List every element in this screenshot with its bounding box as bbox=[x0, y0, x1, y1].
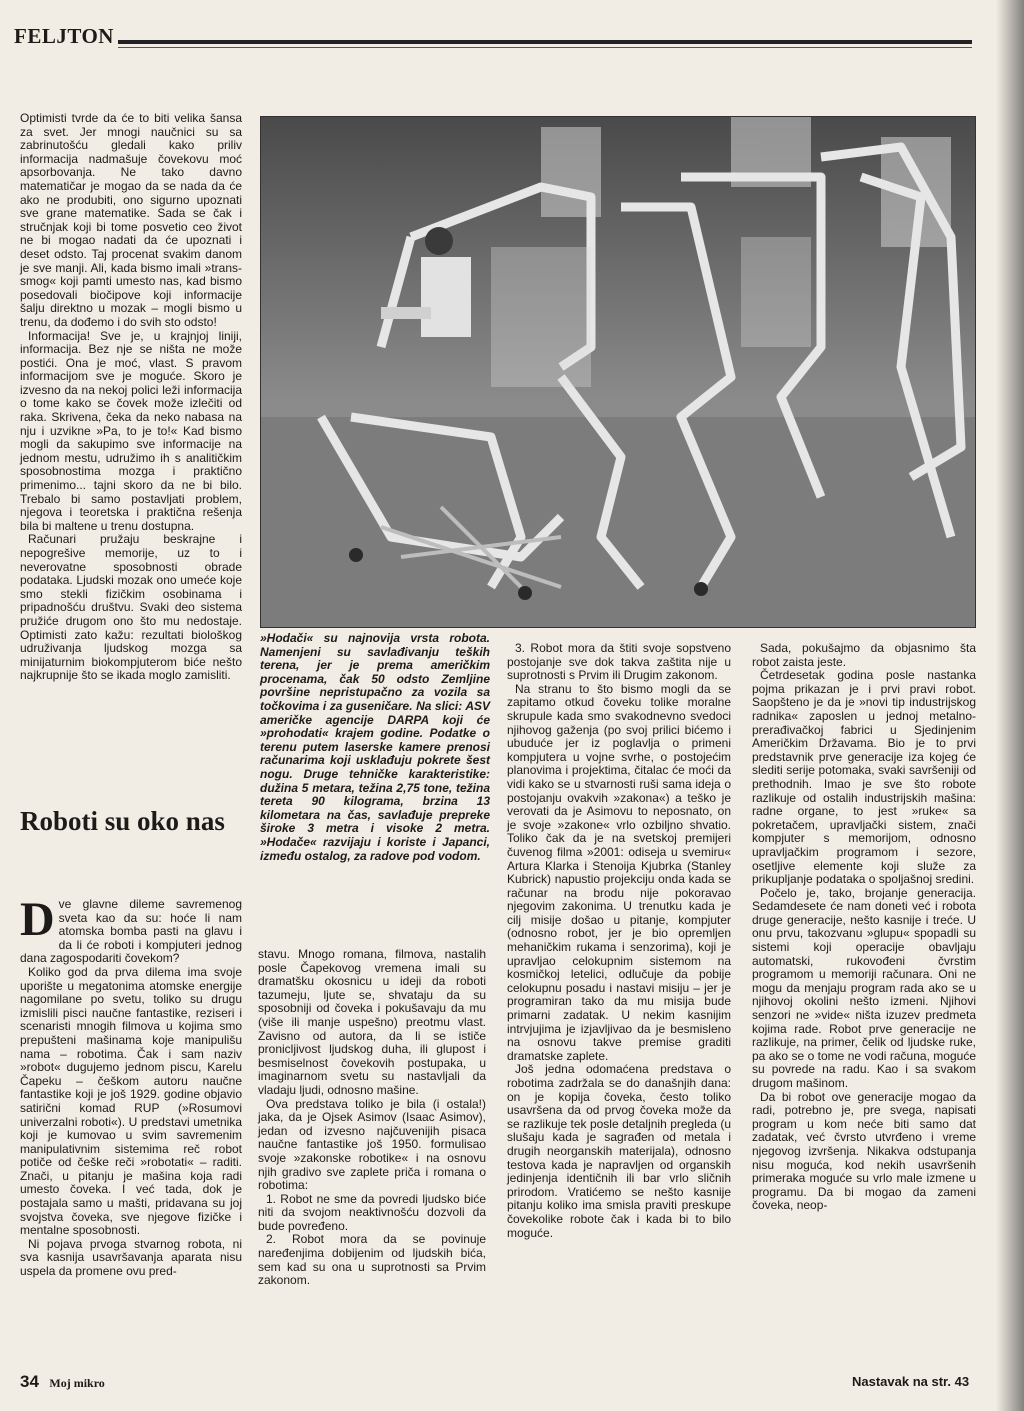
paragraph: Četrdesetak godina posle nastanka pojma prikazan je i prvi pravi robot. Saopšteno je da je »novi tip industrijskog radnika« zaposlen u jednoj metalno-prerađivačkoj fabrici u Sjedinjenim Američkim Državama. Bio je to prvi predstavnik prve generacije iza kojeg će slediti serije potomaka, svaki savršeniji od prethodnih. Imao je sve što robote razlikuje od ostalih industrijskih mašina: radne organe, to jest »ruke« sa pokretačem, upravljački sistem, znači kompjuter s memorijom, odnosno upravljačkim programom i sezore, osetljive elemente koji služe za prikupljanje podataka o spoljašnoj sredini. bbox=[752, 668, 976, 887]
lead-text: ve glavne dileme savremenog sveta kao da su: hoće li nam atomska bomba pasti na glavu i da li će roboti i kompjuteri jednog dana zagospodariti čovekom? bbox=[20, 897, 242, 966]
page-footer bbox=[20, 1372, 105, 1392]
column-2 bbox=[258, 948, 486, 1288]
paragraph: Ova predstava toliko je bila (i ostala!) jaka, da je Ojsek Asimov (Isaac Asimov), jedan od izvesno najčuvenijih pisaca naučne fantastike još 1950. formulisao svoje »zakonske robotike« i na osnovu njih gradivo sve zaplete priča i romana o robotima: bbox=[258, 1096, 486, 1193]
article-heading: Roboti su oko nas bbox=[20, 806, 225, 836]
drop-cap: D bbox=[20, 893, 55, 946]
header-rule bbox=[118, 40, 972, 44]
paragraph: Informacija! Sve je, u krajnjoj liniji, informacija. Bez nje se ništa ne može postići. Ona je moć, vlast. S pravom informacijom sve je moguće. Skoro je izvesno da na nekoj polici leži informacija o tome kako se čovek može izlečiti od raka. Skrivena, čeka da neko nabasa na nju i uzvikne »Pa, to je to!« Kad bismo mogli da sakupimo sve informacije na jednom mestu, udružimo ih s analitičkim sposobnostima mozga i praktično primenimo... tajni skoro da ne bi bilo. Trebalo bi samo postavljati problem, njegova i teoretska i praktična rešenja bila bi maltene u trenu dostupna. bbox=[20, 328, 242, 533]
continued-note: Nastavak na str. 43 bbox=[852, 1374, 970, 1389]
paragraph: Računari pružaju beskrajne i nepogrešive memorije, uz to i neverovatne sposobnosti obrade podataka. Ljudski mozak ono umeće koje smo stekli fizičkim osobinama i pripadnošću društvu. Svaki deo sistema pružiće drugom ono što mu nedostaje. Optimisti zato kažu: rezultati biološkog udruživanja ljudskog mozga sa minijaturnim biokompjuterom biće nešto najkrupnije što se ikada moglo zamisliti. bbox=[20, 532, 242, 683]
paragraph: Koliko god da prva dilema ima svoje uporište u megatonima atomske energije nagomilane po svetu, toliko su drugu izmislili pisci naučne fantastike, reziseri i scenaristi mnogih filmova u kojima smo prepušteni mašinama koje manipulišu nama – robotima. Čak i sam naziv »robot« dugujemo jednom piscu, Karelu Čapeku – češkom autoru naučne fantastike koji je još 1929. godine objavio satirični komad RUP (»Rosumovi univerzalni roboti«). U predstavi umetnika koji je kumovao u svim savremenim manipulativnim sistemima reč robot potiče od češke reči »robotati« – raditi. Znači, u pitanju je mašina koja radi umesto čoveka. I već tada, dok je postajala samo u mašti, pridavana su joj svojstva čoveka, sve njegove fizičke i mentalne sposobnosti. bbox=[20, 964, 242, 1238]
paragraph: Sada, pokušajmo da objasnimo šta robot zaista jeste. bbox=[752, 641, 976, 669]
magazine-name: Moj mikro bbox=[49, 1376, 105, 1390]
paragraph: Još jedna odomaćena predstava o robotima zadržala se do današnjih dana: on je kopija čoveka, često toliko usavršena da od prvog čoveka može da se razlikuje tek posle detaljnih pregleda (u slušaju kada je sagrađen od metala i drugih neorganskih materijala), odnosno testova kada je napravljen od organskih jedinjenja identičnih ili bar vrlo sličnih prirodom. Vratićemo se nešto kasnije pitanju koliko ima smisla praviti preskupe čovekolike robote čak i kada bi to bilo moguće. bbox=[507, 1062, 731, 1240]
paragraph: stavu. Mnogo romana, filmova, nastalih posle Čapekovog vremena imali su dramatšku okosnicu u ideji da roboti tazumeju, ljute se, shvataju da su sposobniji od čoveka i pokušavaju da mu (više ili manje uspešno) preotmu vlast. Zavisno od autora, da li se ističe pronicljivost ljudskog duha, ili glupost i besmiselnost čovekovih postupaka, u imaginarnom svetu su nastavljali da vladaju ljudi, odnosno mašine. bbox=[258, 947, 486, 1097]
section-label: FELJTON bbox=[14, 24, 114, 48]
paragraph: Počelo je, tako, brojanje generacija. Sedamdesete će nam doneti već i robota druge generacije, nešto kasnije i treće. U onu prvu, takozvanu »glupu« spopadli su sistemi koji operacije obavljaju automatski, rukovođeni čvrstim programom u memoriji računara. Oni ne mogu da menjaju program rada ako se u njihovoj okolini nešto izmeni. Njihovi senzori ne »vide« ništa izuzev predmeta kojima rade. Robot prve generacije ne razlikuje, na primer, čelik od ljudske ruke, pa ako se o tome ne vodi računa, moguće su povrede na radu. Kao i sa svakom drugom mašinom. bbox=[752, 885, 976, 1090]
paragraph: Ni pojava prvoga stvarnog robota, ni sva kasnija usavršavanja aparata nisu uspela da promene ovu pred- bbox=[20, 1236, 242, 1279]
walking-robot-photo bbox=[260, 116, 976, 628]
law-1: 1. Robot ne sme da povredi ljudsko biće niti da svojom neaktivnošću dozvoli da bude povređeno. bbox=[258, 1191, 486, 1233]
column-3 bbox=[507, 642, 731, 1240]
column-4 bbox=[752, 642, 976, 1213]
law-2: 2. Robot mora da se povinuje naređenjima dobijenim od ljudskih bića, sem kad su ona u suprotnosti sa Prvim zakonom. bbox=[258, 1232, 486, 1288]
law-3: 3. Robot mora da štiti svoje sopstveno postojanje sve dok takva zaštita nije u suprotnosti s Prvim ili Drugim zakonom. bbox=[507, 641, 731, 683]
paragraph: Optimisti tvrde da će to biti velika šansa za svet. Jer mnogi naučnici su sa zabrinutošću gledali kako priliv informacija nadmašuje čovekovu moć apsorbovanja. Ne tako davno matematičar je mogao da se nada da će ako ne produbiti, ono sigurno upoznati sve grane matematike. Sada se čak i stručnjak koji bi tome posvetio ceo život ne bi mogao nadati da će upoznati i deset odsto. Taj procenat svakim danom je sve manji. Ali, kada bismo imali »trans-smog« koji pamti umesto nas, kad bismo posedovali biočipove koji informacije šalju direktno u mozak – mogli bismo u trenu, da dođemo i do svih sto odsto! bbox=[20, 111, 242, 329]
photo-caption: »Hodači« su najnovija vrsta robota. Namenjeni su savlađivanju teških terena, jer je prema američkim procenama, čak 50 odsto Zemljine površine nepristupačno za vozila sa točkovima i za guseničare. Na slici: ASV američke agencije DARPA koji će »prohodati« krajem godine. Podatke o terenu putem laserske kamere prenosi računarima koji usklađuju pokrete šest nogu. Druge tehničke karakteristike: dužina 5 metara, težina 2,75 tone, težina tereta 90 kilograma, brzina 13 kilometara na čas, savlađuje prepreke široke 3 metra i visoke 2 metra. »Hodače« razvijaju i koriste i Japanci, između ostalog, za radove pod vodom. bbox=[260, 631, 490, 863]
header-rule-thin bbox=[118, 47, 972, 48]
page-number: 34 bbox=[20, 1372, 39, 1391]
paragraph: Na stranu to što bismo mogli da se zapitamo otkud čoveku tolike moralne skrupule kada smo svakodnevno svedoci njihovog gaženja (po svoj prilici bićemo i ubuduće jer iz poglavlja o primeni kompjutera u vojne svrhe, o postojećim planovima i projektima, čitalac će moći da vidi kako se u stvarnosti ruši sama ideja o postojanju ovakvih »zakona«) a teško je verovati da je Asimovu to neposnato, on je svoje »zakone« vrlo ozbiljno shvatio. Toliko čak da je na svetskoj premijeri čuvenog filma »2001: odiseja u svemiru« Artura Klarka i Stenoija Kjubrka (Stanley Kubrick) napustio projekciju onda kada se računar na brodu nije pokoravao njegovim zakonima. U trenutku kada je cilj misije došao u pitanje, kompjuter (odnosno robot, jer je bio opremljen mehaničkim rukama i senzorima), koji je upravljao celokupnim sistemom na kosmičkoj letelici, odlučuje da pobije celokupnu posadu i nastavi misiju – jer je programiran tako da mu misija bude primarni zadatak. U nekim kasnijim intrvjujima je izjavljivao da je besmisleno na osnovu takve premise graditi dramatske zaplete. bbox=[507, 681, 731, 1063]
column-1-article bbox=[20, 893, 242, 1279]
column-1-intro bbox=[20, 112, 242, 683]
lead-paragraph bbox=[20, 893, 242, 966]
paragraph: Da bi robot ove generacije mogao da radi, potrebno je, pre svega, napisati program u kom neće biti samo dat zadatak, već čvrsto utvrđeno i vreme njegovog izvršenja. Nikakva odstupanja nisu moguća, kod nekih usavršenih primeraka moguće su vrlo male izmene u programu. Da bi mogao da zameni čoveka, neop- bbox=[752, 1089, 976, 1213]
